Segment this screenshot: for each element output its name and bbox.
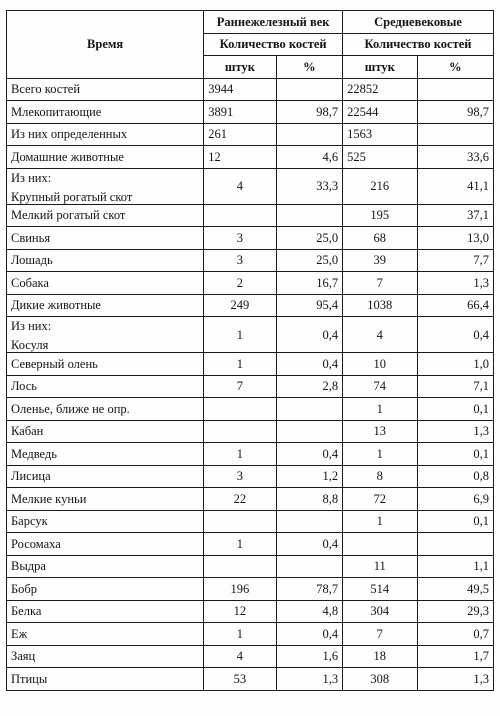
period2-percent-cell: 0,4 <box>417 317 493 353</box>
period2-header: Средневековые <box>343 11 494 34</box>
period2-percent-cell: 0,1 <box>417 398 493 421</box>
period2-percent-cell: 0,7 <box>417 623 493 646</box>
period2-percent-cell: 1,7 <box>417 645 493 668</box>
period2-percent-cell: 49,5 <box>417 578 493 601</box>
row-label: Дикие животные <box>7 294 204 317</box>
period1-percent-cell: 8,8 <box>276 488 342 511</box>
table-row <box>7 600 494 623</box>
period2-percent-cell: 7,7 <box>417 249 493 272</box>
period2-percent-cell: 1,0 <box>417 353 493 376</box>
period1-count-cell: 2 <box>204 272 276 295</box>
period2-count-cell: 308 <box>343 668 417 691</box>
period2-count-cell: 1 <box>343 398 417 421</box>
table-row <box>7 249 494 272</box>
period2-count-cell: 525 <box>343 146 417 169</box>
period1-header: Раннежелезный век <box>204 11 343 34</box>
period2-count-cell: 8 <box>343 465 417 488</box>
period1-percent-cell: 16,7 <box>276 272 342 295</box>
period2-count-cell: 304 <box>343 600 417 623</box>
row-label: Из них определенных <box>7 123 204 146</box>
period2-count-cell: 1 <box>343 510 417 533</box>
period2-percent-cell: 66,4 <box>417 294 493 317</box>
bone-count-table <box>6 10 494 691</box>
period1-percent-cell: 0,4 <box>276 317 342 353</box>
row-label: Собака <box>7 272 204 295</box>
period2-percent-cell <box>417 533 493 556</box>
table-row <box>7 168 494 204</box>
row-label-prefix: Из них: <box>11 170 52 185</box>
row-label: Белка <box>7 600 204 623</box>
period2-percent-cell: 13,0 <box>417 227 493 250</box>
period1-percent-cell: 25,0 <box>276 249 342 272</box>
period2-percent-cell: 1,1 <box>417 555 493 578</box>
period2-count-cell: 22544 <box>343 101 417 124</box>
period2-percent-cell <box>417 78 493 101</box>
period2-count-cell: 7 <box>343 623 417 646</box>
period2-percent-cell: 1,3 <box>417 668 493 691</box>
period2-percent-cell: 33,6 <box>417 146 493 169</box>
table-row <box>7 101 494 124</box>
table-row <box>7 465 494 488</box>
period1-percent-cell: 1,6 <box>276 645 342 668</box>
table-row <box>7 272 494 295</box>
table-header <box>7 11 494 79</box>
period1-percent-cell: 0,4 <box>276 353 342 376</box>
period1-count-cell <box>204 398 276 421</box>
period2-count-cell: 10 <box>343 353 417 376</box>
period1-count-cell: 12 <box>204 600 276 623</box>
period1-count-cell: 12 <box>204 146 276 169</box>
period2-count-cell: 68 <box>343 227 417 250</box>
period1-percent-cell <box>276 78 342 101</box>
row-label: Всего костей <box>7 78 204 101</box>
table-row <box>7 533 494 556</box>
period1-percent-cell <box>276 204 342 227</box>
period1-count-cell: 4 <box>204 168 276 204</box>
table-row <box>7 78 494 101</box>
row-label: Медведь <box>7 443 204 466</box>
period1-count-cell <box>204 204 276 227</box>
row-label: Лось <box>7 375 204 398</box>
period1-count-cell: 1 <box>204 443 276 466</box>
period2-percent-cell: 7,1 <box>417 375 493 398</box>
table-row <box>7 146 494 169</box>
period1-count-cell: 196 <box>204 578 276 601</box>
time-header: Время <box>7 11 204 79</box>
row-label: Оленье, ближе не опр. <box>7 398 204 421</box>
table-row <box>7 488 494 511</box>
period1-percent-cell: 78,7 <box>276 578 342 601</box>
period2-count-cell: 18 <box>343 645 417 668</box>
period2-percent-cell: 1,3 <box>417 420 493 443</box>
period1-percent-cell: 0,4 <box>276 443 342 466</box>
period1-count-cell <box>204 555 276 578</box>
period1-percent-cell: 4,8 <box>276 600 342 623</box>
row-label: Барсук <box>7 510 204 533</box>
period1-count-cell: 1 <box>204 533 276 556</box>
row-label: Бобр <box>7 578 204 601</box>
table-row <box>7 294 494 317</box>
row-label <box>7 168 204 204</box>
period1-count-cell <box>204 510 276 533</box>
period2-count-cell: 22852 <box>343 78 417 101</box>
row-label: Свинья <box>7 227 204 250</box>
row-label: Росомаха <box>7 533 204 556</box>
period2-count-cell: 7 <box>343 272 417 295</box>
period1-count-cell: 3944 <box>204 78 276 101</box>
period2-count-cell: 216 <box>343 168 417 204</box>
period1-count-cell: 22 <box>204 488 276 511</box>
table-row <box>7 510 494 533</box>
table-row <box>7 420 494 443</box>
table-row <box>7 443 494 466</box>
period2-percent-header: % <box>417 56 493 79</box>
period2-count-cell: 13 <box>343 420 417 443</box>
table-row <box>7 123 494 146</box>
row-label-name: Косуля <box>11 338 49 352</box>
period1-percent-cell <box>276 555 342 578</box>
row-label-prefix: Из них: <box>11 319 52 333</box>
period1-count-cell: 3891 <box>204 101 276 124</box>
period2-percent-cell: 0,1 <box>417 443 493 466</box>
table-row <box>7 227 494 250</box>
row-label: Мелкий рогатый скот <box>7 204 204 227</box>
period1-count-cell: 3 <box>204 465 276 488</box>
period2-percent-cell: 98,7 <box>417 101 493 124</box>
period2-percent-cell: 0,8 <box>417 465 493 488</box>
period1-count-cell: 3 <box>204 227 276 250</box>
period1-percent-cell: 0,4 <box>276 623 342 646</box>
row-label: Птицы <box>7 668 204 691</box>
period1-count-cell <box>204 420 276 443</box>
row-label: Заяц <box>7 645 204 668</box>
period1-percent-cell: 1,2 <box>276 465 342 488</box>
row-label: Кабан <box>7 420 204 443</box>
period2-percent-cell: 6,9 <box>417 488 493 511</box>
period2-count-cell: 74 <box>343 375 417 398</box>
period1-count-cell: 3 <box>204 249 276 272</box>
period2-percent-cell: 41,1 <box>417 168 493 204</box>
period1-percent-cell <box>276 123 342 146</box>
row-label-name: Крупный рогатый скот <box>11 189 133 204</box>
period1-percent-cell <box>276 398 342 421</box>
period2-percent-cell: 0,1 <box>417 510 493 533</box>
table-row <box>7 555 494 578</box>
table-row <box>7 398 494 421</box>
period2-bone-count-header: Количество костей <box>343 33 494 56</box>
table-row <box>7 317 494 353</box>
row-label: Домашние животные <box>7 146 204 169</box>
period1-percent-cell: 33,3 <box>276 168 342 204</box>
table-row <box>7 623 494 646</box>
period2-count-cell: 1563 <box>343 123 417 146</box>
period2-count-cell: 11 <box>343 555 417 578</box>
period2-count-cell: 72 <box>343 488 417 511</box>
period1-percent-cell: 4,6 <box>276 146 342 169</box>
row-label: Еж <box>7 623 204 646</box>
period1-percent-header: % <box>276 56 342 79</box>
table-row <box>7 375 494 398</box>
period1-percent-cell: 95,4 <box>276 294 342 317</box>
period1-percent-cell: 0,4 <box>276 533 342 556</box>
period2-count-cell <box>343 533 417 556</box>
period1-count-cell: 249 <box>204 294 276 317</box>
period1-count-cell: 53 <box>204 668 276 691</box>
table-body <box>7 78 494 690</box>
period2-percent-cell: 1,3 <box>417 272 493 295</box>
period1-count-cell: 1 <box>204 623 276 646</box>
period2-percent-cell: 37,1 <box>417 204 493 227</box>
row-label: Мелкие куньи <box>7 488 204 511</box>
row-label: Выдра <box>7 555 204 578</box>
period2-percent-cell: 29,3 <box>417 600 493 623</box>
period2-percent-cell <box>417 123 493 146</box>
period2-count-cell: 195 <box>343 204 417 227</box>
period2-count-cell: 514 <box>343 578 417 601</box>
period1-count-cell: 1 <box>204 353 276 376</box>
table-row <box>7 204 494 227</box>
row-label: Млекопитающие <box>7 101 204 124</box>
row-label: Лошадь <box>7 249 204 272</box>
row-label: Северный олень <box>7 353 204 376</box>
period1-count-cell: 1 <box>204 317 276 353</box>
period1-pieces-header: штук <box>204 56 276 79</box>
period2-count-cell: 4 <box>343 317 417 353</box>
period1-percent-cell: 25,0 <box>276 227 342 250</box>
period1-percent-cell: 98,7 <box>276 101 342 124</box>
period1-percent-cell <box>276 420 342 443</box>
period2-count-cell: 1 <box>343 443 417 466</box>
period1-count-cell: 7 <box>204 375 276 398</box>
table-row <box>7 668 494 691</box>
table-row <box>7 353 494 376</box>
period2-count-cell: 1038 <box>343 294 417 317</box>
table-row <box>7 645 494 668</box>
table-row <box>7 578 494 601</box>
period1-percent-cell: 2,8 <box>276 375 342 398</box>
period1-bone-count-header: Количество костей <box>204 33 343 56</box>
period1-percent-cell: 1,3 <box>276 668 342 691</box>
period1-count-cell: 261 <box>204 123 276 146</box>
row-label: Лисица <box>7 465 204 488</box>
period1-count-cell: 4 <box>204 645 276 668</box>
period2-count-cell: 39 <box>343 249 417 272</box>
period2-pieces-header: штук <box>343 56 417 79</box>
period1-percent-cell <box>276 510 342 533</box>
row-label <box>7 317 204 353</box>
